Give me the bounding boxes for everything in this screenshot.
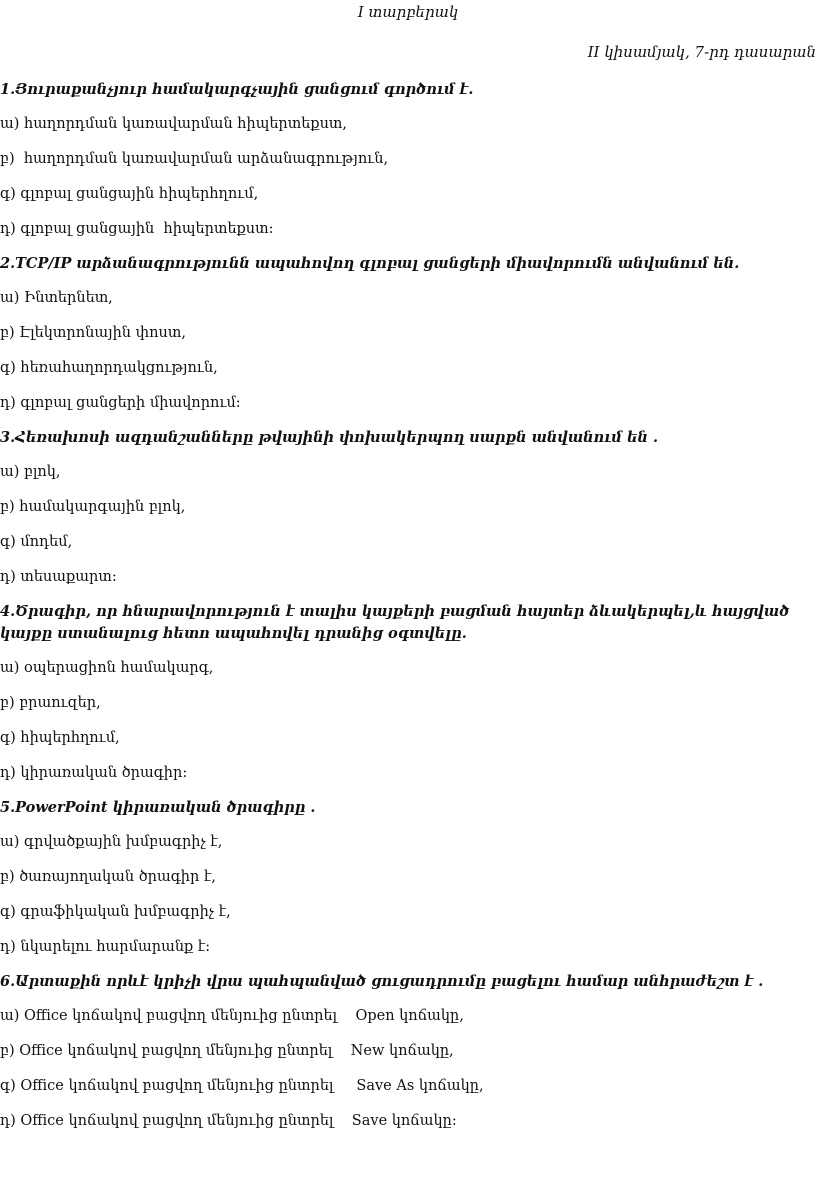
answer-option-b: բ) Էլեկտրոնային փոստ, — [0, 325, 186, 341]
answer-option-c: գ) գլոբալ ցանցային հիպերհղում, — [0, 186, 259, 202]
answer-option-c: գ) հիպերհղում, — [0, 730, 120, 746]
answer-option-c: գ) մոդեմ, — [0, 534, 73, 550]
answer-option-c: գ) գրաֆիկական խմբագրիչ է, — [0, 904, 231, 920]
question-2 — [0, 253, 816, 414]
question-5 — [0, 797, 816, 958]
answer-option-d: դ) Office կոճակով բացվող մենյուից ընտրել Save կոճակը: — [0, 1113, 457, 1129]
answer-option-a: ա) օպերացիոն համակարգ, — [0, 660, 214, 676]
question-text: 4.Ծրագիր, որ հնարավորություն է տալիս կայքերի բացման հայտեր ձևակերպել,և հայցված կայքը ստանալուց հետո ապահովել դրանից օգտվելը. — [0, 603, 790, 642]
quiz-content — [0, 79, 816, 1145]
answer-option-b: բ) համակարգային բլոկ, — [0, 499, 186, 515]
question-text: 3.Հեռախոսի ազդանշանները թվայինի փոխակերպող սարքն անվանում են . — [0, 429, 659, 446]
question-1 — [0, 79, 816, 240]
question-text: 5.PowerPoint կիրառական ծրագիրը . — [0, 799, 316, 816]
question-4 — [0, 601, 816, 784]
semester-subtitle: II կիսամյակ, 7-րդ դասարան — [587, 43, 816, 61]
question-text: 6.Արտաքին որևէ կրիչի վրա պահպանված ցուցադրումը բացելու համար անհրաժեշտ է . — [0, 973, 764, 990]
answer-option-b: բ) ծառայողական ծրագիր է, — [0, 869, 216, 885]
question-6 — [0, 971, 816, 1132]
answer-option-c: գ) Office կոճակով բացվող մենյուից ընտրել Save As կոճակը, — [0, 1078, 484, 1094]
question-text: 1.Յուրաքանչյուր համակարգչային ցանցում գործում է. — [0, 81, 474, 98]
variant-title: I տարբերակ — [357, 3, 459, 21]
question-3 — [0, 427, 816, 588]
answer-option-d: դ) գլոբալ ցանցային հիպերտեքստ: — [0, 221, 274, 237]
answer-option-a: ա) Office կոճակով բացվող մենյուից ընտրել Open կոճակը, — [0, 1008, 464, 1024]
answer-option-d: դ) կիրառական ծրագիր: — [0, 765, 188, 781]
answer-option-b: բ) հաղորդման կառավարման արձանագրություն, — [0, 151, 389, 167]
answer-option-d: դ) գլոբալ ցանցերի միավորում: — [0, 395, 241, 411]
answer-option-b: բ) Office կոճակով բացվող մենյուից ընտրել New կոճակը, — [0, 1043, 454, 1059]
answer-option-d: դ) նկարելու հարմարանք է: — [0, 939, 211, 955]
answer-option-a: ա) Ինտերնետ, — [0, 290, 113, 306]
answer-option-c: գ) հեռահաղորդակցություն, — [0, 360, 218, 376]
answer-option-b: բ) բրաուզեր, — [0, 695, 101, 711]
answer-option-d: դ) տեսաքարտ: — [0, 569, 117, 585]
answer-option-a: ա) հաղորդման կառավարման հիպերտեքստ, — [0, 116, 348, 132]
answer-option-a: ա) բլոկ, — [0, 464, 61, 480]
question-text: 2.TCP/IP արձանագրությունն ապահովող գլոբալ ցանցերի միավորումն անվանում են. — [0, 255, 740, 272]
answer-option-a: ա) գրվածքային խմբագրիչ է, — [0, 834, 223, 850]
